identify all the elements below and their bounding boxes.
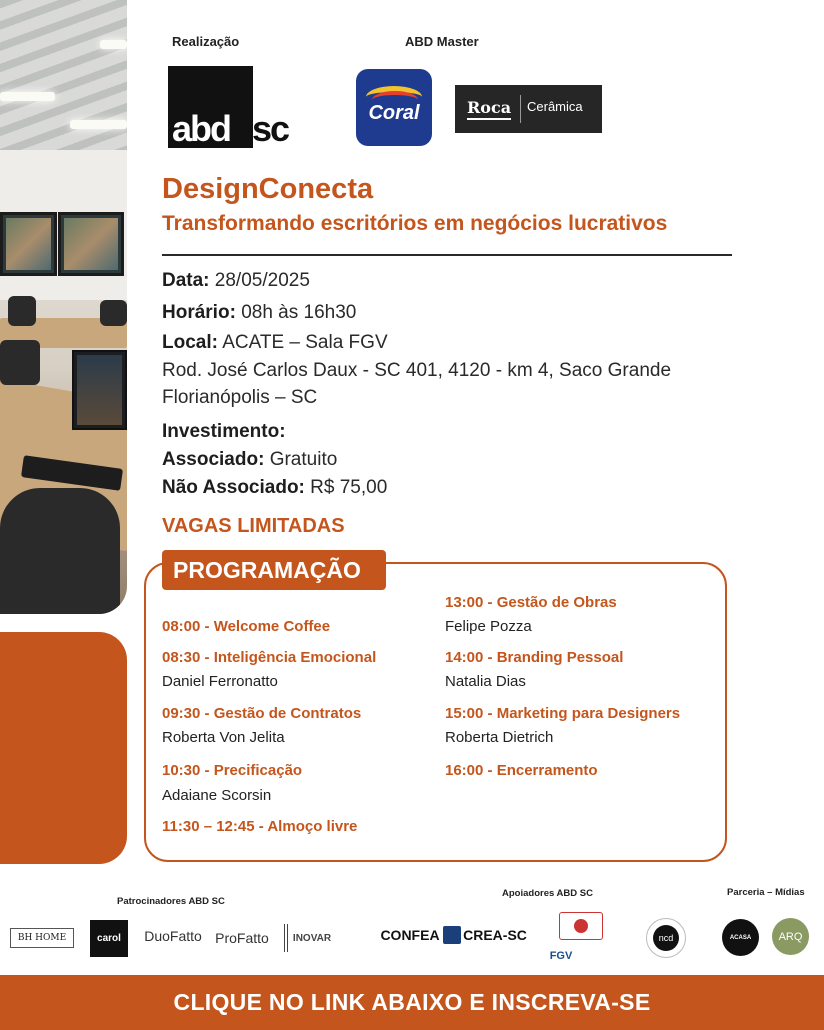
member-price-row: Associado: Gratuito xyxy=(162,449,338,470)
abd-sc-logo: abd sc xyxy=(168,66,298,148)
office-photo xyxy=(0,0,127,614)
photo-light xyxy=(70,120,127,129)
nonmember-price-row: Não Associado: R$ 75,00 xyxy=(162,477,388,498)
photo-light xyxy=(0,92,55,101)
coral-logo: Coral xyxy=(356,69,432,146)
duofatto-logo: DuoFatto xyxy=(144,928,202,944)
date-row: Data: 28/05/2025 xyxy=(162,270,310,291)
inovar-logo: INOVAR xyxy=(284,924,336,952)
limited-spots-label: VAGAS LIMITADAS xyxy=(162,515,345,537)
location-row: Local: ACATE – Sala FGV xyxy=(162,332,388,353)
address-line1: Rod. José Carlos Daux - SC 401, 4120 - km 4, Saco Grande xyxy=(162,360,672,381)
photo-chair xyxy=(0,340,40,385)
event-title: DesignConecta xyxy=(162,173,374,205)
divider xyxy=(162,254,732,256)
patrocinadores-label: Patrocinadores ABD SC xyxy=(117,896,225,907)
address-line2: Florianópolis – SC xyxy=(162,387,318,408)
realizacao-label: Realização xyxy=(172,34,240,49)
program-item-time: 13:00 - Gestão de Obras xyxy=(445,594,617,611)
program-item-time: 09:30 - Gestão de Contratos xyxy=(162,705,362,722)
photo-monitor xyxy=(72,350,127,430)
profatto-logo: ProFatto xyxy=(215,930,269,946)
master-label: ABD Master xyxy=(405,34,479,49)
roca-ceramica-logo: Roca Cerâmica xyxy=(455,85,602,133)
program-item-speaker: Adaiane Scorsin xyxy=(162,787,272,804)
crea-sc-logo: CREA-SC xyxy=(463,927,527,943)
program-heading: PROGRAMAÇÃO xyxy=(162,550,386,590)
crea-emblem-icon xyxy=(443,926,461,944)
carol-logo: carol xyxy=(90,920,128,957)
event-subtitle: Transformando escritórios em negócios lucrativos xyxy=(162,212,668,235)
program-item-speaker: Roberta Von Jelita xyxy=(162,729,285,746)
photo-chair xyxy=(100,300,127,326)
program-item-time: 10:30 - Precificação xyxy=(162,762,303,779)
photo-tv xyxy=(0,212,57,276)
photo-chair xyxy=(8,296,36,326)
register-cta-banner[interactable]: CLIQUE NO LINK ABAIXO E INSCREVA-SE xyxy=(0,975,824,1030)
apoiadores-label: Apoiadores ABD SC xyxy=(502,888,593,899)
program-item-time: 14:00 - Branding Pessoal xyxy=(445,649,624,666)
confea-logo: CONFEA xyxy=(380,927,440,943)
program-item-speaker: Felipe Pozza xyxy=(445,618,532,635)
decorative-orange-block xyxy=(0,632,127,864)
program-item-time: 08:30 - Inteligência Emocional xyxy=(162,649,377,666)
ncd-logo: ncd xyxy=(646,918,686,958)
parceria-label: Parceria – Mídias xyxy=(727,887,805,898)
program-item-speaker: Natalia Dias xyxy=(445,673,526,690)
photo-light xyxy=(100,40,127,49)
dom-cabral-logo xyxy=(559,912,603,940)
time-row: Horário: 08h às 16h30 xyxy=(162,302,357,323)
investment-label: Investimento: xyxy=(162,421,286,442)
arq-logo: ARQ xyxy=(772,918,809,955)
bh-home-logo: BH HOME xyxy=(10,928,74,948)
photo-chair xyxy=(0,488,120,614)
program-item-time: 11:30 – 12:45 - Almoço livre xyxy=(162,818,358,835)
program-item-speaker: Roberta Dietrich xyxy=(445,729,554,746)
photo-tv xyxy=(58,212,124,276)
program-item-speaker: Daniel Ferronatto xyxy=(162,673,278,690)
program-item-time: 08:00 - Welcome Coffee xyxy=(162,618,331,635)
acasa-logo: ACASA xyxy=(722,919,759,956)
program-item-time: 15:00 - Marketing para Designers xyxy=(445,705,681,722)
fgv-logo: FGV xyxy=(549,950,573,962)
program-item-time: 16:00 - Encerramento xyxy=(445,762,598,779)
